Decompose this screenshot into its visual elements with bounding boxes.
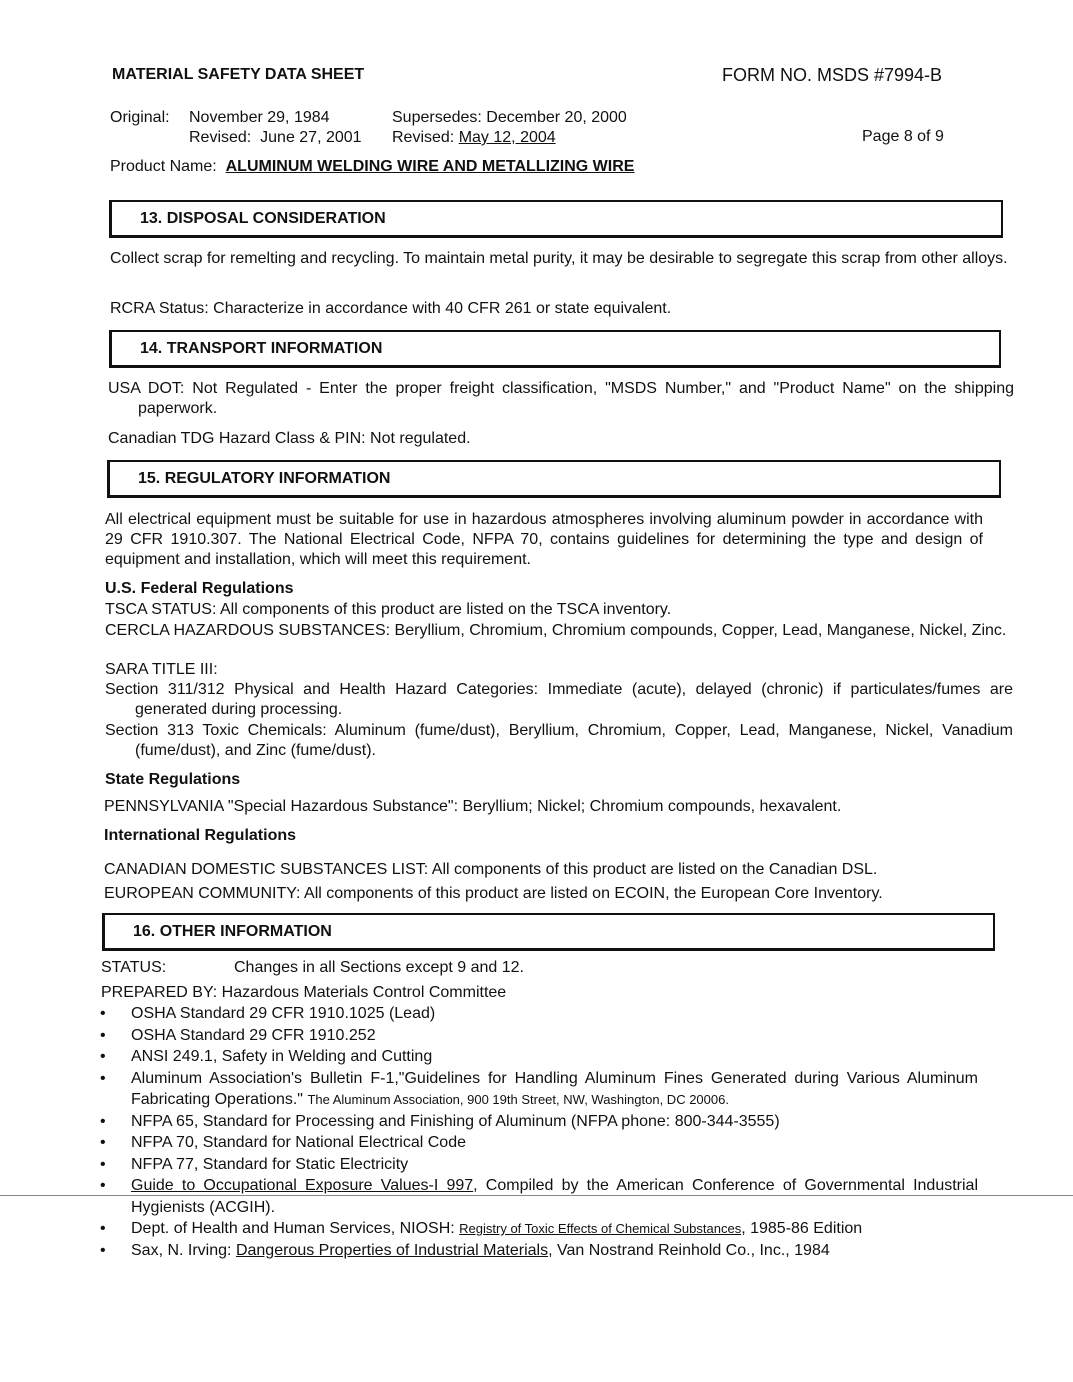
supersedes-label: Supersedes: bbox=[392, 109, 482, 126]
canadian-tdg: Canadian TDG Hazard Class & PIN: Not regulated. bbox=[108, 430, 471, 447]
revision-dates bbox=[110, 108, 627, 148]
list-item: • NFPA 77, Standard for Static Electricity bbox=[100, 1154, 978, 1176]
section-15-header bbox=[107, 460, 1001, 498]
disposal-paragraph: Collect scrap for remelting and recycling. To maintain metal purity, it may be desirable to segregate this scrap from other alloys. bbox=[110, 250, 1008, 267]
product-name-line bbox=[110, 158, 634, 176]
revised2-label: Revised: bbox=[392, 129, 455, 146]
section-13-title: 13. DISPOSAL CONSIDERATION bbox=[140, 209, 386, 227]
list-item: • Aluminum Association's Bulletin F-1,"Guidelines for Handling Aluminum Fines Generated during Various Aluminum Fabricating Operations." The Aluminum Association, 900 19th Street, NW, Washington, DC 20006. bbox=[100, 1068, 978, 1111]
list-item: • Dept. of Health and Human Services, NIOSH: Registry of Toxic Effects of Chemical Substances, 1985-86 Edition bbox=[100, 1218, 978, 1240]
references-list bbox=[100, 1003, 978, 1261]
european-community: EUROPEAN COMMUNITY: All components of this product are listed on ECOIN, the European Core Inventory. bbox=[104, 885, 883, 902]
association-address: The Aluminum Association, 900 19th Street, NW, Washington, DC 20006. bbox=[307, 1092, 729, 1107]
pennsylvania-regulation: PENNSYLVANIA "Special Hazardous Substance": Beryllium; Nickel; Chromium compounds, hexavalent. bbox=[104, 798, 842, 815]
electrical-equipment-paragraph: All electrical equipment must be suitable for use in hazardous atmospheres involving aluminum powder in accordance with 29 CFR 1910.307. The National Electrical Code, NFPA 70, contains guidelines for determining the type and design of equipment and installation, which will meet this requirement. bbox=[105, 511, 983, 568]
section-311-312: Section 311/312 Physical and Health Hazard Categories: Immediate (acute), delayed (chronic) if particulates/fumes are generated during processing. bbox=[105, 681, 1013, 718]
document-title: MATERIAL SAFETY DATA SHEET bbox=[112, 66, 365, 83]
federal-regulations-heading: U.S. Federal Regulations bbox=[105, 580, 294, 597]
rcra-status: RCRA Status: Characterize in accordance with 40 CFR 261 or state equivalent. bbox=[110, 300, 672, 317]
cercla-substances: CERCLA HAZARDOUS SUBSTANCES: Beryllium, Chromium, Chromium compounds, Copper, Lead, Manganese, Nickel, Zinc. bbox=[105, 622, 1007, 639]
list-item: • OSHA Standard 29 CFR 1910.1025 (Lead) bbox=[100, 1003, 978, 1025]
prepared-by: PREPARED BY: Hazardous Materials Control Committee bbox=[101, 984, 507, 1001]
guide-title: Guide to Occupational Exposure Values-I 997 bbox=[131, 1177, 474, 1194]
revised2-date: May 12, 2004 bbox=[458, 129, 556, 146]
product-name-label: Product Name: bbox=[110, 158, 217, 175]
supersedes-date: December 20, 2000 bbox=[486, 109, 627, 126]
revised1-label: Revised: bbox=[189, 129, 252, 146]
list-item: • OSHA Standard 29 CFR 1910.252 bbox=[100, 1025, 978, 1047]
list-item: • Sax, N. Irving: Dangerous Properties of Industrial Materials, Van Nostrand Reinhold Co., Inc., 1984 bbox=[100, 1240, 978, 1262]
section-16-title: 16. OTHER INFORMATION bbox=[133, 922, 332, 940]
page-number: Page 8 of 9 bbox=[862, 128, 944, 145]
form-number: FORM NO. MSDS #7994-B bbox=[722, 65, 943, 85]
registry-title: Registry of Toxic Effects of Chemical Substances bbox=[459, 1221, 742, 1236]
status-line bbox=[101, 958, 979, 978]
section-14-header bbox=[109, 330, 1001, 368]
scan-line-divider bbox=[0, 1195, 1073, 1196]
section-313: Section 313 Toxic Chemicals: Aluminum (fume/dust), Beryllium, Chromium, Copper, Lead, Manganese, Nickel, Vanadium (fume/dust), and Zinc (fume/dust). bbox=[105, 722, 1013, 759]
tsca-status: TSCA STATUS: All components of this product are listed on the TSCA inventory. bbox=[105, 601, 672, 618]
original-label: Original: bbox=[110, 109, 170, 126]
section-13-header bbox=[109, 200, 1003, 238]
usa-dot-paragraph: USA DOT: Not Regulated - Enter the proper freight classification, "MSDS Number," and "Product Name" on the shipping paperwork. bbox=[108, 380, 1014, 417]
original-date: November 29, 1984 bbox=[189, 109, 330, 126]
list-item: • NFPA 70, Standard for National Electrical Code bbox=[100, 1132, 978, 1154]
canadian-dsl: CANADIAN DOMESTIC SUBSTANCES LIST: All components of this product are listed on the Canadian DSL. bbox=[104, 861, 878, 878]
sara-title: SARA TITLE III: bbox=[105, 661, 218, 678]
state-regulations-heading: State Regulations bbox=[105, 771, 241, 788]
list-item: • ANSI 249.1, Safety in Welding and Cutting bbox=[100, 1046, 978, 1068]
status-value: Changes in all Sections except 9 and 12. bbox=[234, 959, 524, 976]
section-15-title: 15. REGULATORY INFORMATION bbox=[138, 469, 391, 487]
list-item: • Guide to Occupational Exposure Values-I 997, Compiled by the American Conference of Governmental Industrial Hygienists (ACGIH). bbox=[100, 1175, 978, 1218]
section-14-title: 14. TRANSPORT INFORMATION bbox=[140, 339, 383, 357]
status-label: STATUS: bbox=[101, 959, 167, 976]
list-item: • NFPA 65, Standard for Processing and Finishing of Aluminum (NFPA phone: 800-344-3555) bbox=[100, 1111, 978, 1133]
international-regulations-heading: International Regulations bbox=[104, 827, 297, 844]
sax-book-title: Dangerous Properties of Industrial Materials bbox=[235, 1241, 549, 1259]
product-name: ALUMINUM WELDING WIRE AND METALLIZING WIRE bbox=[225, 158, 635, 175]
revised1-date: June 27, 2001 bbox=[260, 129, 362, 146]
section-16-header bbox=[102, 913, 995, 951]
